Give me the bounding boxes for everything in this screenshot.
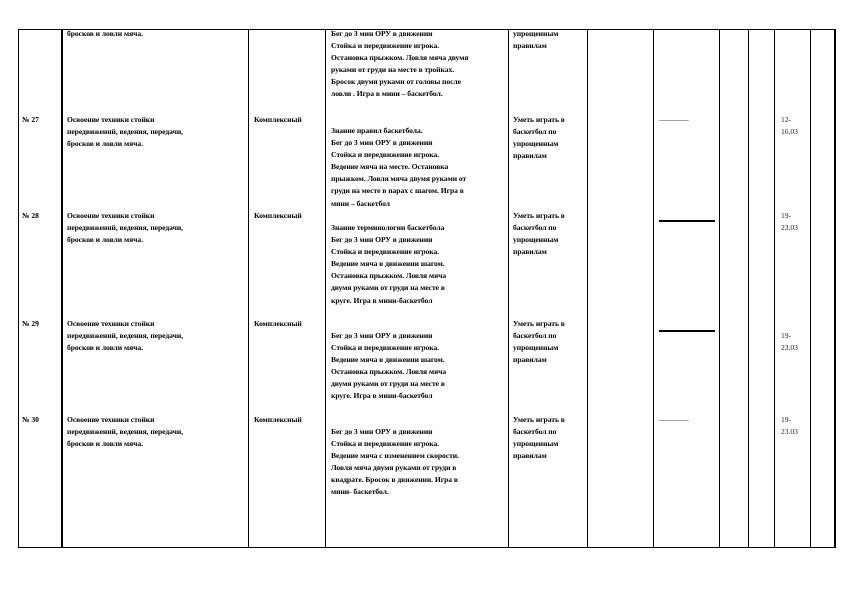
continuation-content: Бег до 3 мин ОРУ в движении Стойка и передвижение игрока. Остановка прыжком. Ловля мяча двумя руками от груди на месте в тройках. Бросок двумя руками от головы после ловли . Игра в мини – баскетбол. [331,29,469,99]
row-28-type: Комплексный [254,211,302,220]
row-28-topic: Освоение техники стойки передвижений, ведения, передачи, бросков и ловли мяча. [67,211,184,245]
column-divider-type [325,29,326,548]
column-divider-control [653,29,654,548]
column-divider-num [61,29,63,548]
column-divider-mark [719,29,720,548]
row-30-type: Комплексный [254,415,302,424]
row-29-mark-line [659,330,715,332]
row-27-date: 12- 16.03 [781,115,798,137]
row-29-number: № 29 [22,319,39,328]
row-28-number: № 28 [22,211,39,220]
row-29-type: Комплексный [254,319,302,328]
row-28-mark-line [659,220,715,222]
row-27-topic: Освоение техники стойки передвижений, ведения, передачи, бросков и ловли мяча. [67,115,184,149]
continuation-topic: бросков и ловли мяча. [67,29,143,38]
column-divider-content [508,29,509,548]
row-27-type: Комплексный [254,115,302,124]
row-27-skills: Уметь играть в баскетбол по упрощенным правилам [513,115,565,161]
row-30-skills: Уметь играть в баскетбол по упрощенным правилам [513,415,565,461]
column-divider-b [774,29,775,548]
column-divider-topic [248,29,249,548]
continuation-skills: упрощенным правилам [513,29,559,51]
row-27-content: Знание правил баскетбола. Бег до 3 мин ОРУ в движении Стойка и передвижение игрока. Ведение мяча на месте. Остановка прыжком. Ловля мяча двумя руками от груди на месте в парах с шагом. Игра в мини – баскетбол [331,126,467,208]
table-left-border [18,29,19,548]
column-divider-skills [587,29,588,548]
column-divider-date [810,29,811,548]
row-27-number: № 27 [22,115,39,124]
row-30-date: 19- 23.03 [781,415,798,437]
row-29-skills: Уметь играть в баскетбол по упрощенным правилам [513,319,565,365]
table-bottom-border [18,547,836,548]
table-right-border [834,29,836,548]
row-28-content: Знание терминологии баскетбола Бег до 3 мин ОРУ в движении Стойка и передвижение игрока. Ведение мяча в движении шагом. Остановка прыжком. Ловля мяча двумя руками от груди на месте в круге. Игра в мини-баскетбол [331,223,447,305]
row-28-skills: Уметь играть в баскетбол по упрощенным правилам [513,211,565,257]
row-27-mark: ———— [659,115,689,124]
row-29-date: 19- 23.03 [781,331,798,353]
row-29-topic: Освоение техники стойки передвижений, ведения, передачи, бросков и ловли мяча. [67,319,184,353]
row-30-mark: ———— [659,415,689,424]
column-divider-a [748,29,749,548]
row-30-topic: Освоение техники стойки передвижений, ведения, передачи, бросков и ловли мяча. [67,415,184,449]
row-28-date: 19- 23.03 [781,211,798,233]
row-30-content: Бег до 3 мин ОРУ в движении Стойка и передвижение игрока. Ведение мяча с изменением скорости. Ловля мяча двумя руками от груди в квадрате. Бросок в движении. Игра в мини- баскетбол. [331,427,459,497]
row-29-content: Бег до 3 мин ОРУ в движении Стойка и передвижение игрока. Ведение мяча в движении шагом. Остановка прыжком. Ловля мяча двумя руками от груди на месте в круге. Игра в мини-баскетбол [331,331,447,401]
row-30-number: № 30 [22,415,39,424]
